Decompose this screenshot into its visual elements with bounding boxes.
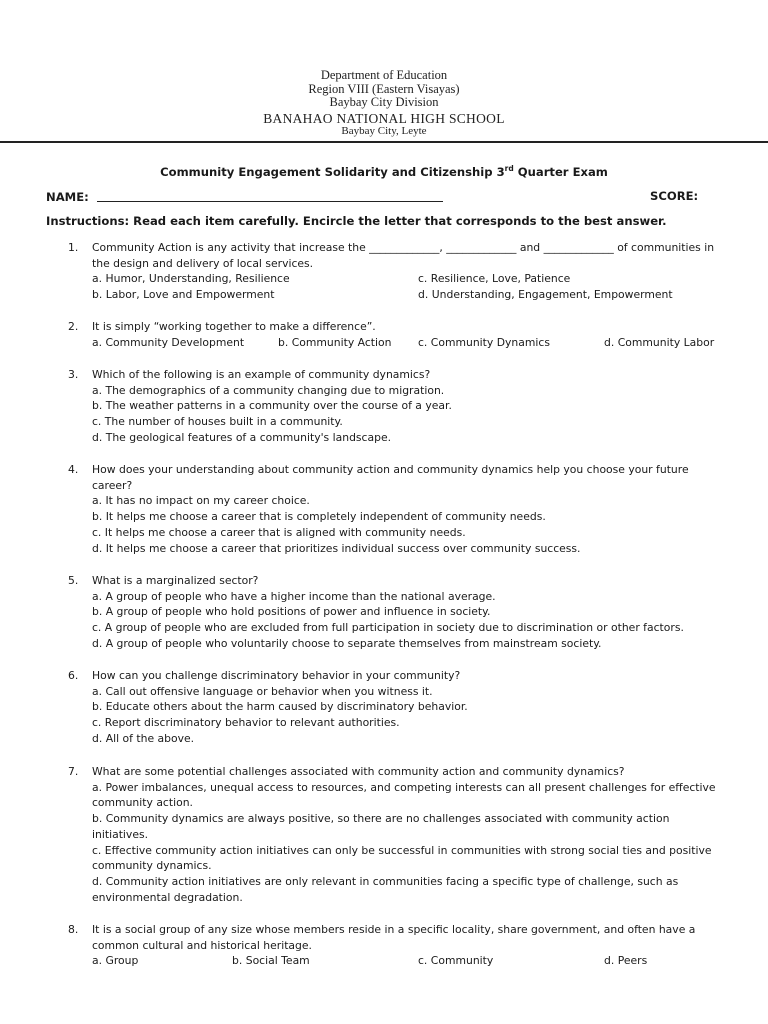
name-score-row [46, 189, 706, 204]
question-text: It is a social group of any size whose members reside in a specific locality, share government, and often have a common cultural and historical heritage. [92, 923, 696, 952]
name-label: NAME: [46, 190, 89, 204]
question-text: Which of the following is an example of community dynamics? [92, 368, 431, 381]
question-number: 4. [68, 463, 79, 476]
option-a[interactable]: a. It has no impact on my career choice. [92, 494, 310, 508]
option-a[interactable]: a. Group [92, 954, 139, 968]
option-b[interactable]: b. Community Action [278, 335, 392, 349]
option-c[interactable]: c. Community Dynamics [418, 335, 550, 349]
score-label: SCORE: [650, 189, 699, 203]
question-text: What are some potential challenges associated with community action and community dynamics? [92, 765, 625, 778]
question-7 [68, 764, 728, 905]
question-8 [68, 922, 728, 969]
question-number: 7. [68, 765, 79, 778]
question-text: How can you challenge discriminatory behavior in your community? [92, 669, 461, 682]
option-c[interactable]: c. The number of houses built in a community. [92, 415, 343, 429]
option-a[interactable]: a. Power imbalances, unequal access to resources, and competing interests can all present challenges for effective community action. [92, 780, 716, 810]
option-c[interactable]: c. It helps me choose a career that is aligned with community needs. [92, 525, 466, 539]
option-d[interactable]: d. A group of people who voluntarily choose to separate themselves from mainstream society. [92, 636, 602, 650]
school-city: Baybay City, Leyte [341, 125, 427, 137]
division-name: Baybay City Division [329, 95, 439, 109]
option-d[interactable]: d. Understanding, Engagement, Empowerment [418, 288, 673, 302]
question-text: It is simply “working together to make a difference”. [92, 320, 376, 333]
option-b[interactable]: b. The weather patterns in a community over the course of a year. [92, 399, 452, 413]
option-c[interactable]: c. Community [418, 954, 494, 968]
question-4 [68, 462, 728, 556]
question-5 [68, 573, 728, 652]
option-c[interactable]: c. Effective community action initiatives can only be successful in communities with strong social ties and positive community dynamics. [92, 843, 712, 873]
question-number: 2. [68, 320, 79, 333]
option-b[interactable]: b. Social Team [232, 954, 310, 968]
option-a[interactable]: a. Humor, Understanding, Resilience [92, 272, 290, 286]
name-blank-line[interactable] [97, 189, 443, 202]
option-d[interactable]: d. Peers [604, 954, 648, 968]
option-a[interactable]: a. A group of people who have a higher income than the national average. [92, 589, 496, 603]
document-header [0, 69, 768, 139]
question-text: What is a marginalized sector? [92, 574, 259, 587]
question-1 [68, 240, 728, 303]
option-d[interactable]: d. Community Labor [604, 335, 715, 349]
header-divider [0, 141, 768, 143]
department-name: Department of Education [320, 68, 448, 82]
question-number: 1. [68, 241, 79, 254]
option-d[interactable]: d. Community action initiatives are only relevant in communities facing a specific type of challenge, such as environmental degradation. [92, 874, 679, 904]
option-d[interactable]: d. All of the above. [92, 731, 195, 745]
option-c[interactable]: c. Report discriminatory behavior to relevant authorities. [92, 716, 400, 730]
option-a[interactable]: a. Call out offensive language or behavior when you witness it. [92, 684, 433, 698]
question-2 [68, 319, 728, 350]
option-c[interactable]: c. Resilience, Love, Patience [418, 272, 571, 286]
option-a[interactable]: a. The demographics of a community changing due to migration. [92, 383, 445, 397]
region-name: Region VIII (Eastern Visayas) [308, 81, 460, 96]
instructions: Instructions: Read each item carefully. Encircle the letter that corresponds to the best answer. [46, 214, 667, 228]
question-number: 3. [68, 368, 79, 381]
option-d[interactable]: d. The geological features of a community's landscape. [92, 430, 392, 444]
question-text: Community Action is any activity that increase the _____________, _____________ and _____________ of communities in the design and delivery of local services. [92, 241, 715, 270]
question-number: 6. [68, 669, 79, 682]
option-b[interactable]: b. Educate others about the harm caused by discriminatory behavior. [92, 700, 468, 714]
option-b[interactable]: b. Labor, Love and Empowerment [92, 288, 275, 302]
school-name: BANAHAO NATIONAL HIGH SCHOOL [263, 110, 505, 126]
option-d[interactable]: d. It helps me choose a career that prioritizes individual success over community success. [92, 541, 581, 555]
option-b[interactable]: b. It helps me choose a career that is completely independent of community needs. [92, 510, 546, 524]
question-text: How does your understanding about community action and community dynamics help you choose your future career? [92, 463, 689, 492]
exam-title: Community Engagement Solidarity and Citizenship 3rd Quarter Exam [160, 164, 608, 179]
option-b[interactable]: b. A group of people who hold positions of power and influence in society. [92, 605, 491, 619]
question-number: 8. [68, 923, 79, 936]
option-b[interactable]: b. Community dynamics are always positive, so there are no challenges associated with community action initiatives. [92, 812, 670, 841]
question-6 [68, 668, 728, 747]
option-c[interactable]: c. A group of people who are excluded from full participation in society due to discrimination or other factors. [92, 621, 684, 635]
option-a[interactable]: a. Community Development [92, 335, 245, 349]
question-number: 5. [68, 574, 79, 587]
question-3 [68, 367, 728, 446]
